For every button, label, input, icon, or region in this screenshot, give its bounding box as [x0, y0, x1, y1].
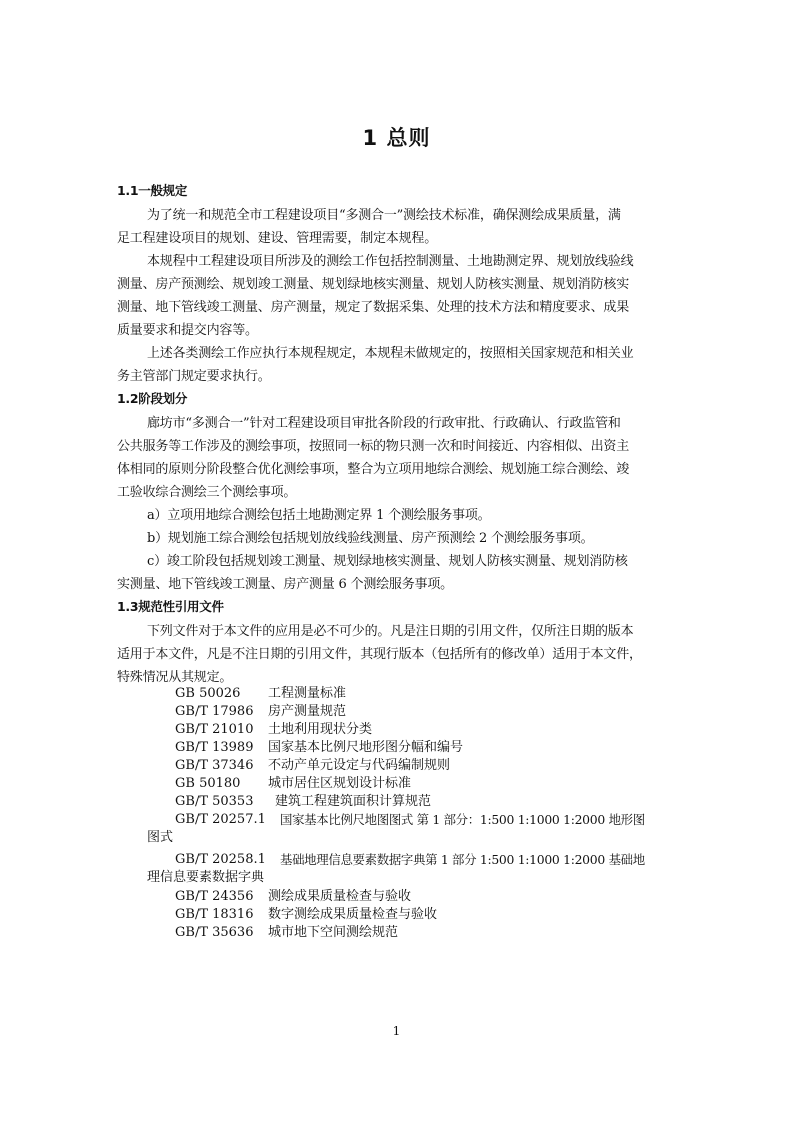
reference-title: 数字测绘成果质量检查与验收 [268, 907, 438, 922]
reference-code: GB/T 17986 [175, 704, 254, 719]
reference-title-continuation: 理信息要素数据字典 [147, 870, 265, 885]
section-heading-1-2: 1.2阶段划分 [117, 391, 188, 406]
reference-title: 国家基本比例尺地图图式 第 1 部分：1:500 1:1000 1:2000 地形图 [280, 812, 645, 827]
reference-title: 城市地下空间测绘规范 [268, 925, 399, 940]
paragraph-line: 公共服务等工作涉及的测绘事项，按照同一标的物只测一次和时间接近、内容相似、出资主 [117, 439, 630, 454]
reference-title: 建筑工程建筑面积计算规范 [275, 794, 432, 809]
section-heading-1-3: 1.3规范性引用文件 [117, 599, 224, 614]
reference-code: GB 50180 [175, 776, 241, 791]
reference-title: 房产测量规范 [268, 704, 347, 719]
paragraph-line: 上述各类测绘工作应执行本规程规定，本规程未做规定的，按照相关国家规范和相关业 [147, 346, 634, 361]
list-item: c）竣工阶段包括规划竣工测量、规划绿地核实测量、规划人防核实测量、规划消防核 [147, 554, 628, 569]
page-number: 1 [392, 1024, 401, 1038]
reference-title-continuation: 图式 [147, 830, 174, 845]
reference-code: GB/T 20258.1 [175, 852, 266, 867]
reference-code: GB/T 18316 [175, 907, 254, 922]
reference-code: GB/T 50353 [175, 794, 254, 809]
reference-title: 国家基本比例尺地形图分幅和编号 [268, 740, 464, 755]
paragraph-line: 务主管部门规定要求执行。 [117, 369, 271, 384]
reference-code: GB/T 20257.1 [175, 812, 266, 827]
paragraph-line: 工验收综合测绘三个测绘事项。 [117, 485, 297, 500]
section-heading-1-1: 1.1一般规定 [117, 183, 188, 198]
paragraph-line: 体相同的原则分阶段整合优化测绘事项，整合为立项用地综合测绘、规划施工综合测绘、竣 [117, 462, 630, 477]
reference-title: 城市居住区规划设计标准 [268, 776, 412, 791]
list-item-continuation: 实测量、地下管线竣工测量、房产测量 6 个测绘服务事项。 [117, 577, 453, 592]
list-item: a）立项用地综合测绘包括土地勘测定界 1 个测绘服务事项。 [147, 508, 491, 523]
reference-code: GB/T 24356 [175, 889, 254, 904]
paragraph-line: 特殊情况从其规定。 [117, 670, 233, 685]
list-item: b）规划施工综合测绘包括规划放线验线测量、房产预测绘 2 个测绘服务事项。 [147, 531, 594, 546]
reference-title: 测绘成果质量检查与验收 [268, 889, 412, 904]
reference-title: 不动产单元设定与代码编制规则 [268, 758, 451, 773]
paragraph-line: 为了统一和规范全市工程建设项目“多测合一”测绘技术标准，确保测绘成果质量，满 [147, 208, 621, 223]
reference-code: GB/T 35636 [175, 925, 254, 940]
reference-code: GB/T 13989 [175, 740, 254, 755]
paragraph-line: 足工程建设项目的规划、建设、管理需要，制定本规程。 [117, 231, 438, 246]
paragraph-line: 本规程中工程建设项目所涉及的测绘工作包括控制测量、土地勘测定界、规划放线验线 [147, 254, 634, 269]
paragraph-line: 下列文件对于本文件的应用是必不可少的。凡是注日期的引用文件，仅所注日期的版本 [147, 624, 634, 639]
paragraph-line: 测量、地下管线竣工测量、房产测量，规定了数据采集、处理的技术方法和精度要求、成果 [117, 300, 630, 315]
paragraph-line: 廊坊市“多测合一”针对工程建设项目审批各阶段的行政审批、行政确认、行政监管和 [147, 416, 621, 431]
reference-title: 工程测量标准 [268, 686, 347, 701]
paragraph-line: 测量、房产预测绘、规划竣工测量、规划绿地核实测量、规划人防核实测量、规划消防核实 [117, 277, 630, 292]
chapter-title: 1 总则 [362, 126, 431, 150]
paragraph-line: 适用于本文件，凡是不注日期的引用文件，其现行版本（包括所有的修改单）适用于本文件， [117, 647, 642, 662]
reference-code: GB/T 21010 [175, 722, 254, 737]
reference-title: 土地利用现状分类 [268, 722, 373, 737]
reference-code: GB 50026 [175, 686, 241, 701]
reference-code: GB/T 37346 [175, 758, 254, 773]
reference-title: 基础地理信息要素数据字典第 1 部分 1:500 1:1000 1:2000 基础地 [280, 852, 645, 867]
paragraph-line: 质量要求和提交内容等。 [117, 323, 258, 338]
